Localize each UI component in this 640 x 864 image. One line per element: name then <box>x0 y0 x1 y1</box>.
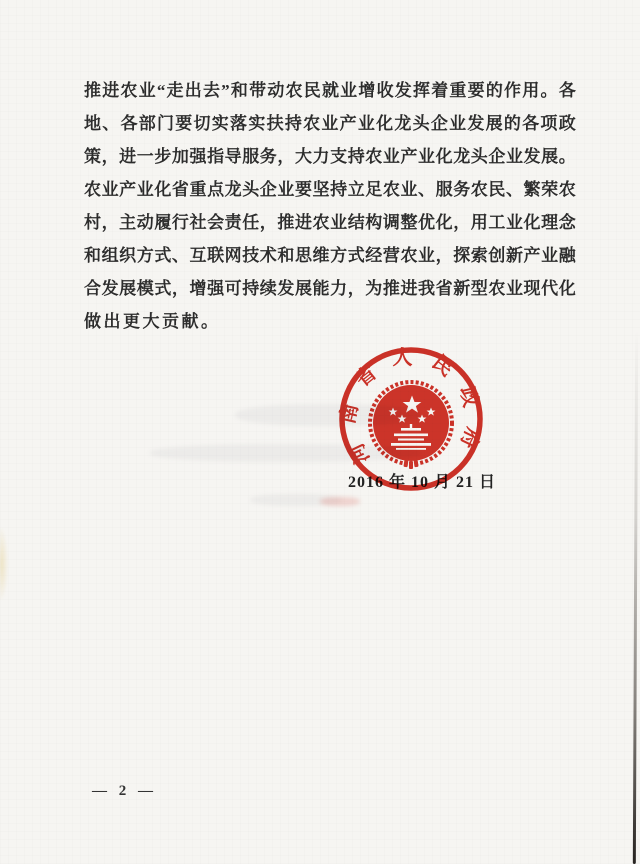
scan-smudge-artifact <box>0 528 8 600</box>
paragraph-line: 地、各部门要切实落实扶持农业产业化龙头企业发展的各项政 <box>84 114 576 133</box>
paragraph-line: 农业产业化省重点龙头企业要坚持立足农业、服务农民、繁荣农 <box>84 180 576 199</box>
seal-ink-smudge <box>320 497 360 506</box>
paragraph-line: 策，进一步加强指导服务，大力支持农业产业化龙头企业发展。 <box>84 147 576 166</box>
paragraph-line: 村，主动履行社会责任，推进农业结构调整优化，用工业化理念 <box>84 213 576 232</box>
emblem-drapery <box>402 456 420 469</box>
paragraph-line: 做出更大贡献。 <box>84 312 221 331</box>
paragraph-line: 推进农业“走出去”和带动农民就业增收发挥着重要的作用。各 <box>84 81 576 100</box>
paragraph-line: 和组织方式、互联网技术和思维方式经营农业，探索创新产业融 <box>84 246 576 265</box>
national-emblem-icon <box>370 382 452 469</box>
body-paragraph <box>84 74 576 338</box>
seal-arc-text: 河南省人民政府 <box>336 347 486 468</box>
paragraph-line: 合发展模式，增强可持续发展能力，为推进我省新型农业现代化 <box>84 279 576 298</box>
page-number: — 2 — <box>92 783 157 799</box>
official-seal <box>336 344 486 494</box>
seal-date: 2016 年 10 月 21 日 <box>347 474 496 491</box>
scan-edge-artifact <box>633 330 638 864</box>
